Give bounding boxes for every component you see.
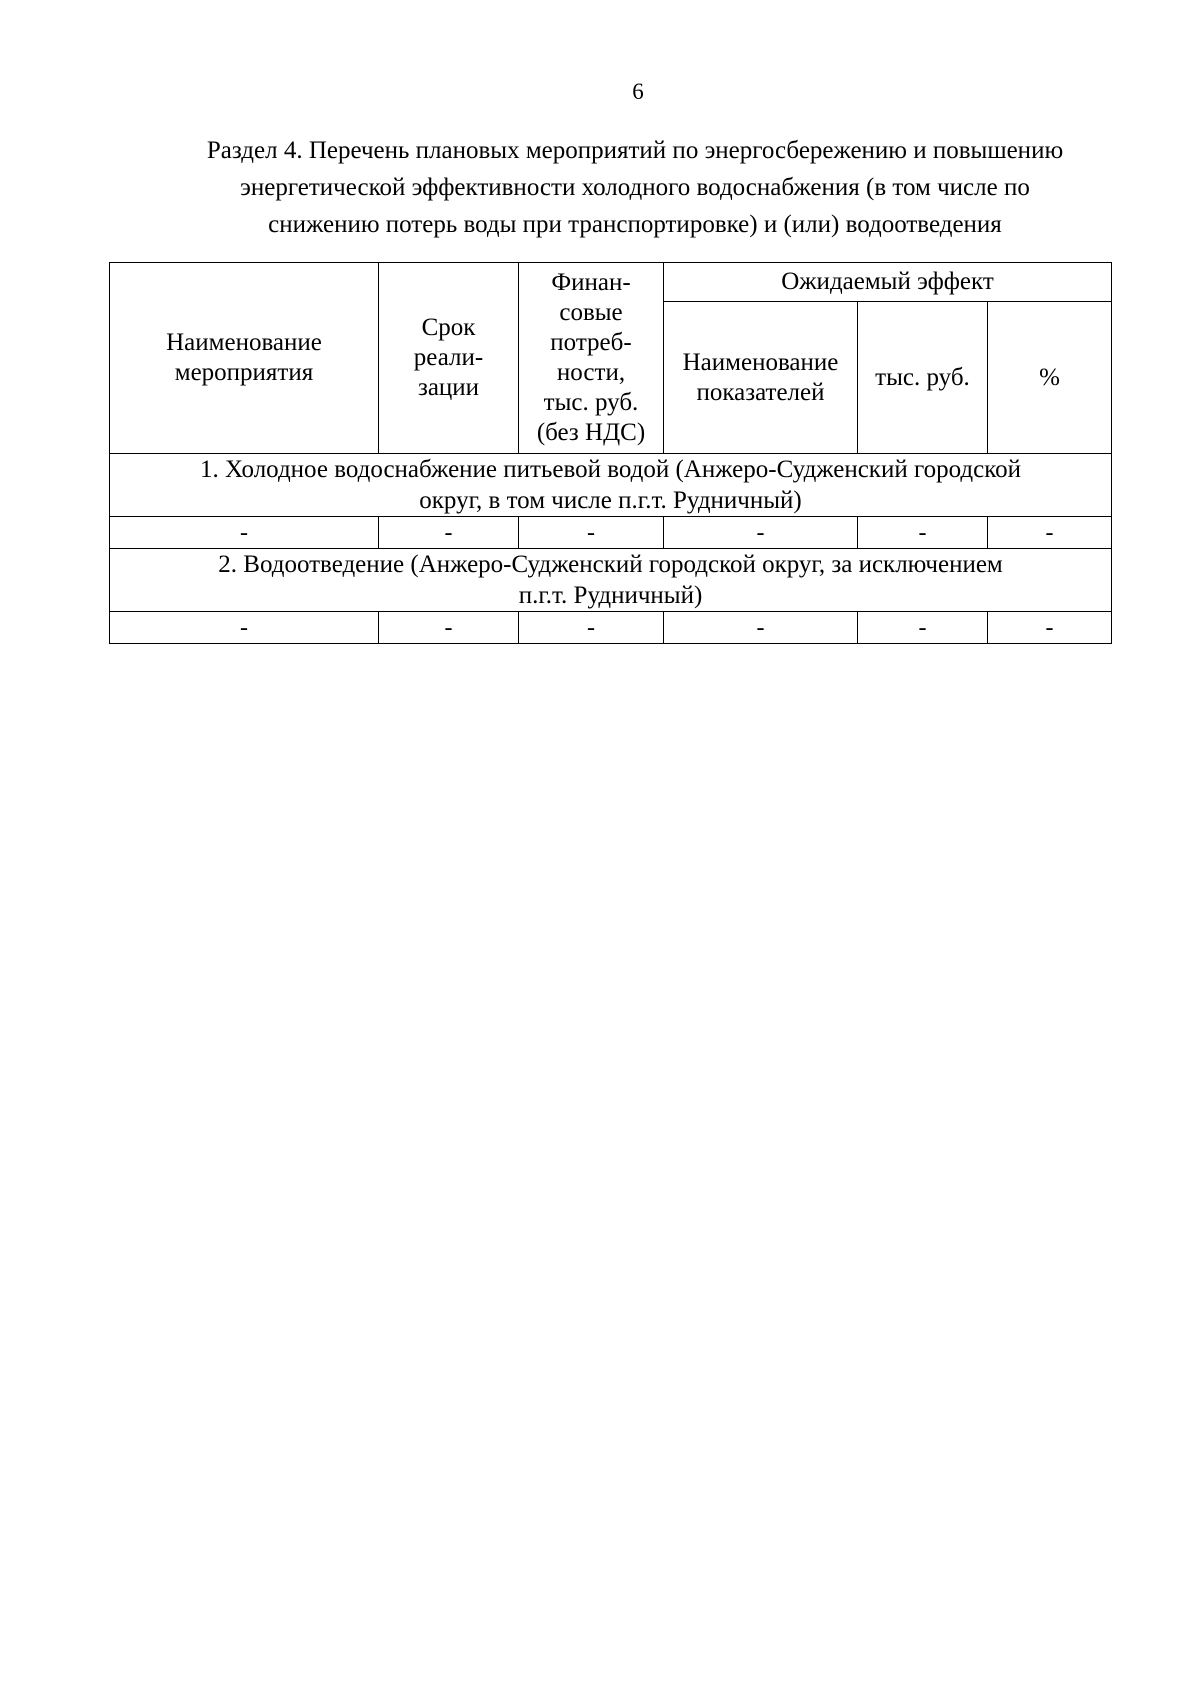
table-cell: - bbox=[379, 612, 519, 644]
table-cell: - bbox=[110, 517, 379, 549]
header-percent: % bbox=[988, 302, 1112, 454]
table-cell: - bbox=[988, 612, 1112, 644]
table-cell: - bbox=[664, 612, 858, 644]
section-title-line-2: энергетической эффективности холодного водоснабжения (в том числе по bbox=[240, 174, 1030, 201]
header-implementation-term: Срок реали- зации bbox=[379, 263, 519, 454]
header-financial-needs: Финан- совые потреб- ности, тыс. руб. (без НДС) bbox=[519, 263, 664, 454]
table-cell: - bbox=[988, 517, 1112, 549]
table-cell: - bbox=[858, 517, 988, 549]
group-title-wastewater: 2. Водоотведение (Анжеро-Судженский городской округ, за исключением п.г.т. Рудничный) bbox=[110, 549, 1112, 612]
group-row-cold-water bbox=[110, 454, 1112, 517]
section-title bbox=[140, 132, 1130, 243]
group-title-cold-water: 1. Холодное водоснабжение питьевой водой (Анжеро-Судженский городской округ, в том числе п.г.т. Рудничный) bbox=[110, 454, 1112, 517]
header-expected-effect: Ожидаемый эффект bbox=[664, 263, 1112, 302]
section-title-line-1: Раздел 4. Перечень плановых мероприятий по энергосбережению и повышению bbox=[206, 137, 1064, 164]
table-cell: - bbox=[664, 517, 858, 549]
table-cell: - bbox=[519, 612, 664, 644]
table-row bbox=[110, 517, 1112, 549]
header-row-top bbox=[110, 263, 1112, 302]
header-thousand-rub: тыс. руб. bbox=[858, 302, 988, 454]
header-indicator-name: Наименование показателей bbox=[664, 302, 858, 454]
header-measure-name: Наименование мероприятия bbox=[110, 263, 379, 454]
table-row bbox=[110, 612, 1112, 644]
measures-table bbox=[109, 262, 1112, 644]
table-cell: - bbox=[110, 612, 379, 644]
section-title-line-3: снижению потерь воды при транспортировке) и (или) водоотведения bbox=[268, 211, 1002, 238]
page-number: 6 bbox=[632, 79, 644, 104]
table-cell: - bbox=[519, 517, 664, 549]
table-cell: - bbox=[379, 517, 519, 549]
table-cell: - bbox=[858, 612, 988, 644]
group-row-wastewater bbox=[110, 549, 1112, 612]
